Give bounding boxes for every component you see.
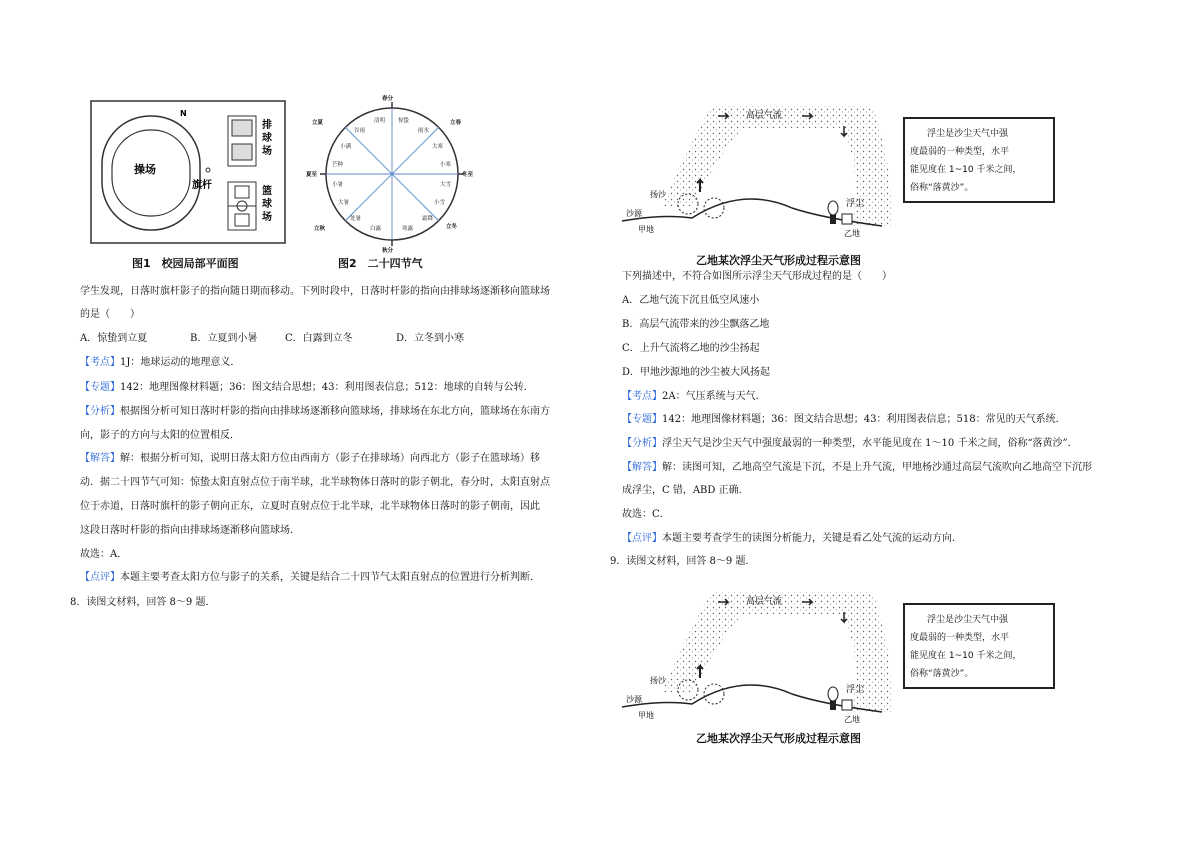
svg-text:雨水: 雨水 — [418, 128, 430, 134]
yi-label-2: 乙地 — [844, 715, 860, 724]
term-xiazhi: 夏至 — [306, 172, 318, 178]
term-liqiu: 立秋 — [314, 226, 326, 232]
zhuanti-tag: 【专题】 — [80, 382, 120, 393]
yang-sha-label-2: 扬沙 — [650, 676, 666, 685]
track-label: 操场 — [134, 163, 156, 176]
svg-text:清明: 清明 — [374, 118, 386, 124]
svg-text:小寒: 小寒 — [440, 162, 452, 168]
flagpole-label: 旗杆 — [192, 180, 212, 191]
jia-label: 甲地 — [638, 225, 654, 234]
q8-kaodian-tag: 【考点】 — [622, 391, 662, 402]
option-c: C．白露到立冬 — [285, 333, 353, 344]
q8-kaodian-text: 2A：气压系统与天气． — [662, 391, 766, 402]
sand-source-label: 沙源 — [626, 209, 642, 218]
dianping-tag: 【点评】 — [80, 572, 120, 583]
basketball-court-label: 篮球场 — [262, 186, 272, 223]
jieda-text-4: 这段日落时杆影的指向由排球场逐渐移向篮球场． — [80, 525, 300, 536]
svg-text:白露: 白露 — [370, 226, 382, 232]
svg-text:谷雨: 谷雨 — [354, 128, 366, 134]
question-8-stem: 下列描述中，不符合如图所示浮尘天气形成过程的是（ ） — [622, 271, 892, 282]
q8-jieda-tag: 【解答】 — [622, 462, 662, 473]
yi-label: 乙地 — [844, 229, 860, 238]
dust-info-box-2: 浮尘是沙尘天气中强 度最弱的一种类型，水平 能见度在 1~10 千米之间， 俗称“落黄沙”。 — [910, 615, 1022, 679]
q8-jieda-row — [622, 461, 1092, 475]
svg-text:芒种: 芒种 — [332, 162, 344, 168]
fig1-caption: 图1 校园局部平面图 — [132, 257, 239, 270]
term-dongzhi: 冬至 — [462, 172, 474, 178]
q8-fenxi-row — [622, 437, 1078, 451]
q8-zhuanti-row — [622, 413, 1066, 427]
q8-jieda-text-1: 解：读图可知，乙地高空气流是下沉，不是上升气流，甲地杨沙通过高层气流吹向乙地高空下沉形 — [662, 462, 1092, 473]
question-7-line2: 的是（ ） — [80, 309, 140, 320]
high-air-flow-label-2: 高层气流 — [746, 597, 783, 607]
q8-dianping-row — [622, 532, 962, 546]
fenxi-text-1: 根据图分析可知日落时杆影的指向由排球场逐渐移向篮球场，排球场在东北方向，篮球场在东南方 — [120, 406, 550, 417]
svg-text:小雪: 小雪 — [434, 200, 446, 206]
dianping-row — [80, 571, 540, 585]
sand-source-label-2: 沙源 — [626, 695, 642, 704]
diagram-1-caption: 乙地某次浮尘天气形成过程示意图 — [696, 254, 861, 267]
question-9-heading: 9．读图文材料，回答 8～9 题． — [610, 556, 756, 567]
dust-info-box: 浮尘是沙尘天气中强 度最弱的一种类型，水平 能见度在 1~10 千米之间， 俗称“落黄沙”。 — [910, 129, 1022, 193]
kaodian-row — [80, 356, 240, 370]
q8-option-d: D．甲地沙源地的沙尘被大风扬起 — [622, 367, 771, 378]
svg-text:小暑: 小暑 — [332, 182, 344, 188]
option-d: D．立冬到小寒 — [396, 333, 465, 344]
jieda-text-3: 位于赤道，日落时旗杆的影子朝向正东，立夏时直射点位于北半球，北半球物体日落时的影子朝南，因此 — [80, 501, 540, 512]
q8-option-a: A．乙地气流下沉且低空风速小 — [622, 295, 760, 306]
answer-line: 故选：A． — [80, 549, 128, 560]
q8-option-b: B．高层气流带来的沙尘飘落乙地 — [622, 319, 770, 330]
q8-kaodian-row — [622, 390, 766, 404]
campus-plan-figure — [90, 100, 286, 246]
fig2-caption: 图2 二十四节气 — [338, 257, 423, 270]
jieda-row — [80, 452, 540, 466]
dust-weather-diagram-2 — [622, 582, 1062, 722]
kaodian-tag: 【考点】 — [80, 357, 120, 368]
fenxi-row — [80, 405, 550, 419]
fenxi-tag: 【分析】 — [80, 406, 120, 417]
q8-fenxi-text: 浮尘天气是沙尘天气中强度最弱的一种类型，水平能见度在 1～10 千米之间，俗称“落黄沙”． — [662, 438, 1078, 449]
yang-sha-label: 扬沙 — [650, 190, 666, 199]
jieda-tag: 【解答】 — [80, 453, 120, 464]
q8-fenxi-tag: 【分析】 — [622, 438, 662, 449]
option-a: A．惊蛰到立夏 — [80, 333, 148, 344]
fuchen-label-2: 浮尘 — [846, 685, 865, 695]
svg-text:寒露: 寒露 — [402, 226, 414, 232]
svg-text:处暑: 处暑 — [350, 216, 362, 222]
term-lidong: 立冬 — [446, 224, 458, 230]
svg-text:大雪: 大雪 — [440, 182, 452, 188]
jieda-text-2: 动．据二十四节气可知：惊蛰太阳直射点位于南半球，北半球物体日落时的影子朝北，春分时，太阳直射点 — [80, 477, 550, 488]
kaodian-text: 1J：地球运动的地理意义． — [120, 357, 241, 368]
q8-zhuanti-text: 142：地理图像材料题；36：图文结合思想；43：利用图表信息；518：常见的天气系统． — [662, 414, 1066, 425]
q8-zhuanti-tag: 【专题】 — [622, 414, 662, 425]
q8-jieda-text-2: 成浮尘，C 错，ABD 正确． — [622, 485, 749, 496]
q8-answer-line: 故选：C． — [622, 509, 670, 520]
svg-text:大暑: 大暑 — [338, 200, 350, 206]
north-arrow-label: N — [180, 109, 187, 118]
volleyball-court-label: 排球场 — [262, 120, 272, 157]
high-air-flow-label: 高层气流 — [746, 111, 783, 121]
term-lixia: 立夏 — [312, 120, 324, 126]
fuchen-label: 浮尘 — [846, 199, 865, 209]
svg-text:小满: 小满 — [340, 144, 352, 150]
term-qiufen: 秋分 — [382, 248, 394, 254]
jia-label-2: 甲地 — [638, 711, 654, 720]
q8-dianping-tag: 【点评】 — [622, 533, 662, 544]
jieda-text-1: 解：根据分析可知，说明日落太阳方位由西南方（影子在排球场）向西北方（影子在篮球场）移 — [120, 453, 540, 464]
zhuanti-row — [80, 381, 534, 395]
svg-text:惊蛰: 惊蛰 — [398, 118, 410, 124]
zhuanti-text: 142：地理图像材料题；36：图文结合思想；43：利用图表信息；512：地球的自转与公转． — [120, 382, 534, 393]
term-lichun: 立春 — [450, 120, 462, 126]
q8-option-c: C．上升气流将乙地的沙尘扬起 — [622, 343, 760, 354]
solar-terms-figure — [306, 94, 474, 254]
svg-text:大寒: 大寒 — [432, 144, 444, 150]
q8-dianping-text: 本题主要考查学生的读图分析能力，关键是看乙处气流的运动方向． — [662, 533, 962, 544]
term-chunfen: 春分 — [382, 96, 394, 102]
svg-text:霜降: 霜降 — [422, 216, 434, 222]
diagram-2-caption: 乙地某次浮尘天气形成过程示意图 — [696, 732, 861, 745]
option-b: B．立夏到小暑 — [190, 333, 258, 344]
dust-weather-diagram-1 — [622, 96, 1062, 236]
dianping-text: 本题主要考查太阳方位与影子的关系，关键是结合二十四节气太阳直射点的位置进行分析判断． — [120, 572, 540, 583]
question-7-line1: 学生发现，日落时旗杆影子的指向随日期而移动。下列时段中，日落时杆影的指向由排球场逐渐移向篮球场 — [80, 286, 550, 297]
fenxi-text-2: 向，影子的方向与太阳的位置相反． — [80, 430, 240, 441]
question-8-heading: 8．读图文材料，回答 8～9 题． — [70, 597, 216, 608]
